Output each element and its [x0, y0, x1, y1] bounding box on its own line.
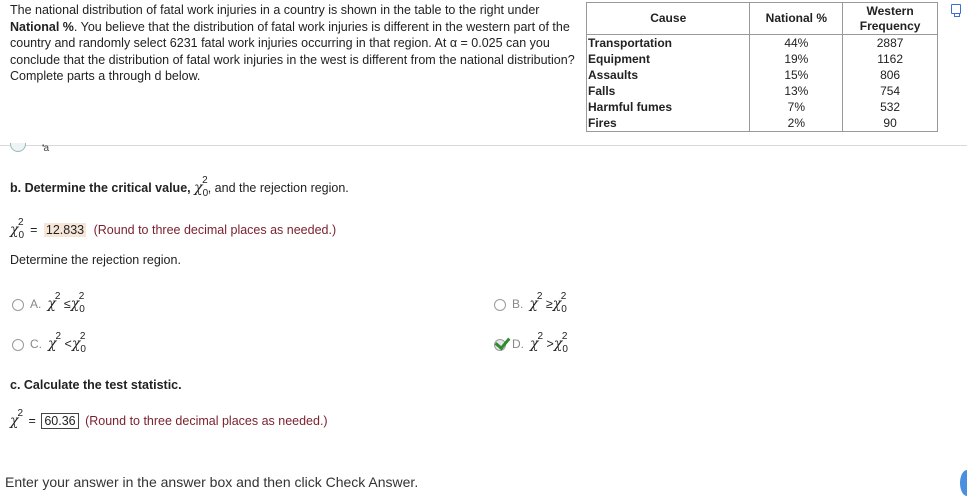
national-cell: 13% [750, 83, 843, 99]
critical-value-line [10, 217, 337, 241]
western-cell: 90 [843, 115, 938, 132]
header-western-line1: Western [866, 3, 914, 18]
problem-text-1: The national distribution of fatal work injuries in a country is shown in the table to the right under [10, 3, 540, 17]
header-cause: Cause [587, 3, 750, 35]
table-row [587, 83, 938, 99]
national-cell: 15% [750, 67, 843, 83]
rejection-region-prompt: Determine the rejection region. [10, 253, 181, 267]
previous-part-partial-text: ''a [42, 143, 49, 154]
national-cell: 44% [750, 35, 843, 52]
table-row [587, 67, 938, 83]
checkmark-icon [495, 333, 511, 350]
cause-cell: Falls [587, 83, 750, 99]
equals-sign: = [30, 223, 38, 237]
previous-radio-partial [10, 143, 26, 152]
test-statistic-hint: (Round to three decimal places as needed.) [85, 414, 328, 428]
option-c-operator: < [64, 337, 72, 351]
header-western-line2: Frequency [859, 18, 921, 33]
western-cell: 532 [843, 99, 938, 115]
chi-symbol: χ [10, 222, 19, 238]
problem-bold-term: National % [10, 19, 74, 34]
test-statistic-input[interactable]: 60.36 [41, 413, 78, 429]
option-d-operator: > [546, 337, 554, 351]
cause-cell: Equipment [587, 51, 750, 67]
part-b-text-post: , and the rejection region. [207, 181, 349, 195]
option-c[interactable]: C. $\chi^2 <\chi_0^2$ [12, 336, 85, 352]
superscript-two: 2 [17, 408, 24, 419]
superscript-two: 2 [18, 217, 24, 228]
header-national: National % [750, 3, 843, 35]
help-bubble-icon[interactable] [960, 470, 967, 496]
data-table [586, 2, 938, 132]
equals-sign: = [28, 414, 36, 428]
option-a-label: A. [30, 297, 42, 311]
option-a[interactable]: A. $\chi^2 \le\chi_0^2$ [12, 296, 84, 312]
western-cell: 754 [843, 83, 938, 99]
part-b-text-pre: b. Determine the critical value, [10, 181, 195, 195]
national-cell: 2% [750, 115, 843, 132]
footer-instruction: Enter your answer in the answer box and then click Check Answer. [5, 474, 419, 490]
option-a-operator: ≤ [63, 297, 71, 311]
cause-cell: Harmful fumes [587, 99, 750, 115]
western-cell: 806 [843, 67, 938, 83]
option-d[interactable]: D. $\chi^2 >\chi_0^2$ [494, 336, 567, 352]
test-statistic-line [10, 408, 328, 429]
subscript-zero: 0 [202, 188, 209, 199]
superscript-two: 2 [202, 175, 208, 186]
cause-cell: Assaults [587, 67, 750, 83]
part-c-prompt: c. Calculate the test statistic. [10, 378, 182, 392]
cause-cell: Transportation [587, 35, 750, 52]
popout-window-icon[interactable] [951, 4, 961, 14]
option-b-operator: ≥ [545, 297, 553, 311]
table-row [587, 115, 938, 132]
table-row [587, 35, 938, 52]
cause-cell: Fires [587, 115, 750, 132]
western-cell: 2887 [843, 35, 938, 52]
national-cell: 19% [750, 51, 843, 67]
option-b[interactable]: B. $\chi^2 \ge\chi_0^2$ [494, 296, 566, 312]
problem-statement [10, 2, 578, 85]
chi-symbol: χ [194, 180, 203, 196]
problem-text-2: . You believe that the distribution of fatal work injuries is different in the western part of the country and randomly select 6231 fatal work injuries occurring in that region. At α = 0.025 can you conclude that the distribution of fatal work injuries in the west is different from the national distribution? Complete parts a through d below. [10, 19, 575, 83]
radio-b[interactable] [494, 299, 506, 311]
part-b-prompt [10, 175, 349, 199]
western-cell: 1162 [843, 51, 938, 67]
table-header-row [587, 3, 938, 35]
subscript-zero: 0 [18, 230, 25, 241]
option-c-label: C. [30, 337, 42, 351]
option-d-label: D. [512, 337, 524, 351]
radio-a[interactable] [12, 299, 24, 311]
chi-symbol: χ [10, 413, 19, 429]
header-western [843, 3, 938, 35]
national-cell: 7% [750, 99, 843, 115]
critical-value-answer[interactable]: 12.833 [45, 223, 85, 237]
option-b-label: B. [512, 297, 524, 311]
radio-c[interactable] [12, 339, 24, 351]
radio-d-selected[interactable] [494, 339, 506, 351]
section-divider [0, 145, 967, 146]
table-row [587, 99, 938, 115]
critical-value-hint: (Round to three decimal places as needed.) [93, 223, 337, 237]
table-row [587, 51, 938, 67]
